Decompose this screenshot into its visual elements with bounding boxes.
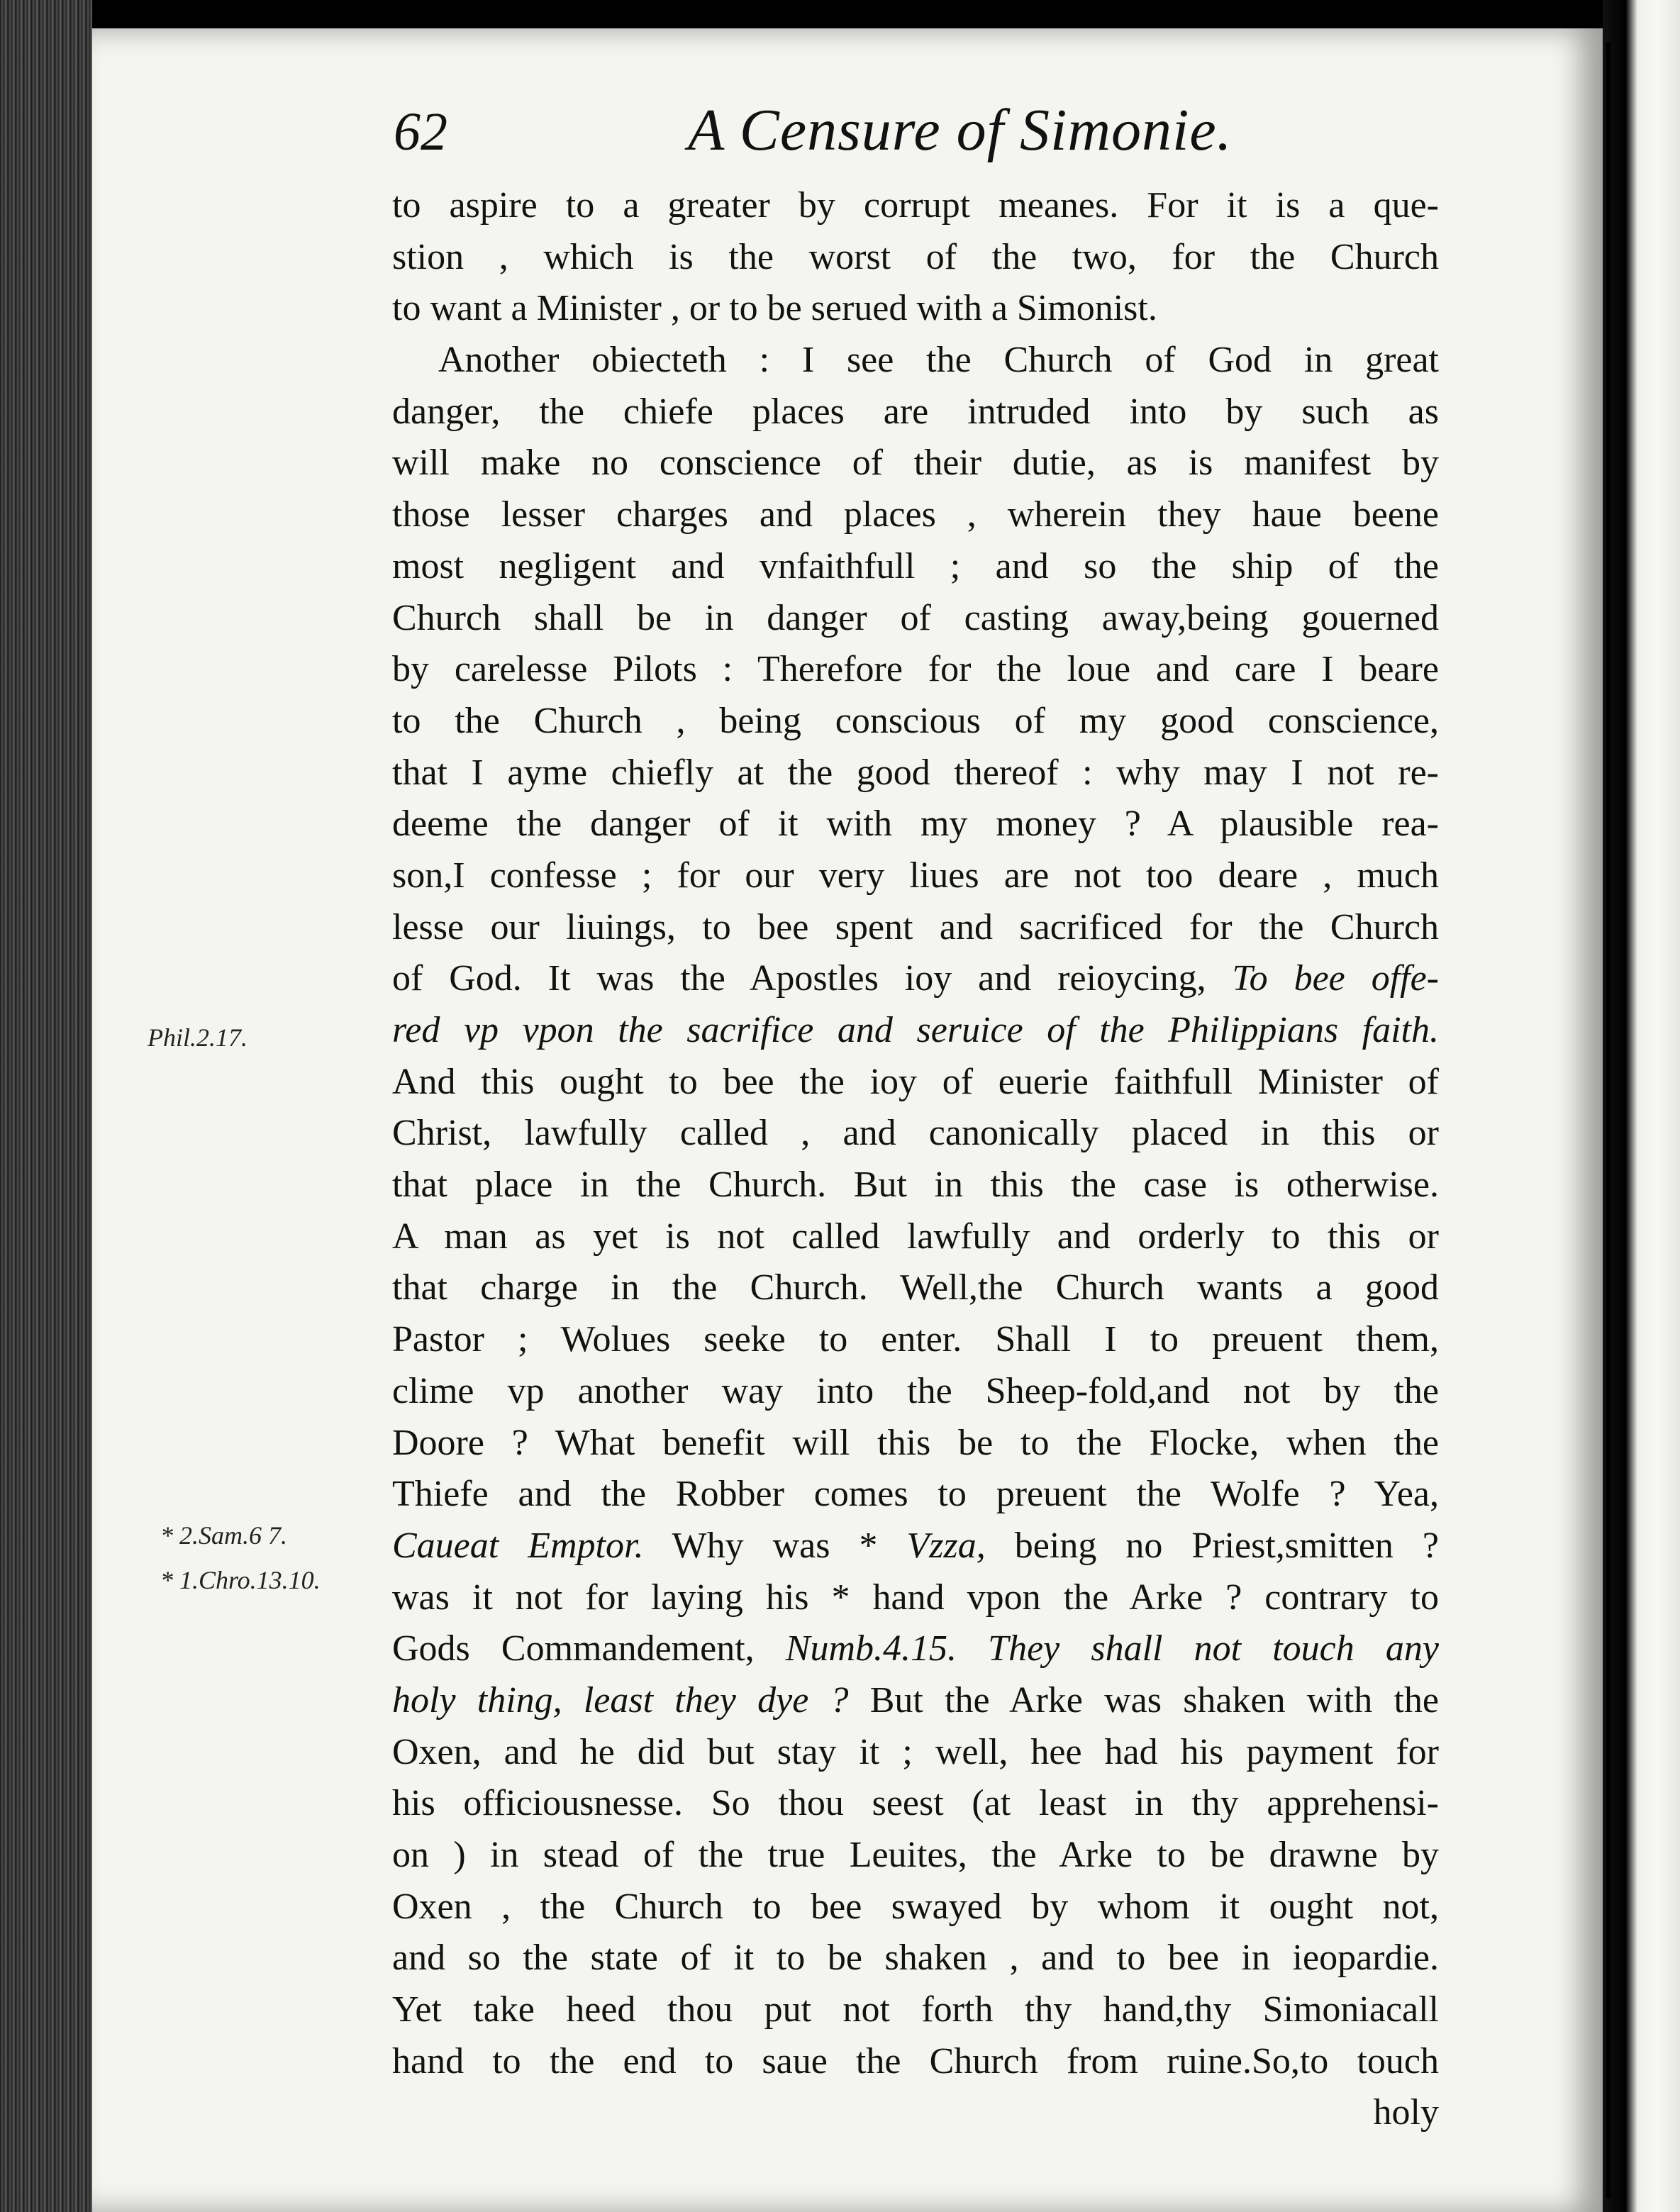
text-line — [392, 1469, 1439, 1521]
line-text: on ) in stead of the true Leuites, the Arke to be drawne by — [392, 1835, 1439, 1875]
line-text: most negligent and vnfaithfull ; and so the ship of the — [392, 545, 1439, 587]
margin-note: Phil.2.17. — [148, 1023, 247, 1052]
line-text: deeme the danger of it with my money ? A plausible rea- — [392, 804, 1439, 845]
text-line — [392, 902, 1439, 954]
text-line — [392, 489, 1439, 541]
text-line — [392, 1314, 1439, 1366]
text-line — [392, 799, 1439, 850]
text-line — [392, 1057, 1439, 1108]
line-text: But the Arke was shaken with the — [848, 1679, 1439, 1721]
line-text: Gods Commandement, — [392, 1628, 786, 1669]
line-text: will make no conscience of their dutie, as is manifest by — [392, 443, 1439, 484]
text-line — [392, 1623, 1439, 1675]
book-right-edge — [1603, 0, 1680, 2212]
gutter-shadow — [1606, 43, 1611, 2199]
line-text: Yet take heed thou put not forth thy hand,thy Simoniacall — [392, 1989, 1439, 2030]
text-line — [392, 180, 1439, 232]
line-text: those lesser charges and places , wherein they haue beene — [392, 494, 1439, 535]
line-text: that I ayme chiefly at the good thereof : why may I not re- — [392, 752, 1439, 793]
text-line — [392, 1984, 1439, 2036]
italic-text: To bee offe- — [1232, 958, 1439, 999]
text-line — [392, 1933, 1439, 1984]
italic-text: Numb.4.15. They shall not touch any — [785, 1628, 1439, 1669]
line-text: Why was * — [643, 1525, 907, 1566]
text-line — [392, 1572, 1439, 1624]
italic-text: holy thing, least they dye ? — [392, 1679, 849, 1721]
text-line — [392, 1160, 1439, 1211]
text-line — [392, 283, 1439, 335]
text-line — [392, 953, 1439, 1005]
line-text: stion , which is the worst of the two, for the Church — [392, 236, 1439, 277]
book-left-edge — [0, 0, 92, 2212]
line-text: to the Church , being conscious of my good conscience, — [392, 700, 1439, 741]
text-line — [392, 541, 1439, 593]
text-line — [392, 1727, 1439, 1779]
italic-text: Caueat Emptor. — [392, 1525, 644, 1566]
text-line — [392, 644, 1439, 696]
text-line — [392, 1108, 1439, 1160]
line-text: Thiefe and the Robber comes to preuent the Wolfe ? Yea, — [392, 1474, 1439, 1515]
line-text: Oxen , the Church to bee swayed by whom it ought not, — [392, 1886, 1439, 1927]
line-text: his officiousnesse. So thou seest (at least in thy apprehensi- — [392, 1783, 1439, 1824]
line-text: A man as yet is not called lawfully and orderly to this or — [392, 1216, 1439, 1257]
text-line — [392, 438, 1439, 489]
catchword: holy — [1373, 2092, 1439, 2133]
text-line — [392, 1211, 1439, 1263]
running-title: A Censure of Simonie. — [688, 97, 1233, 163]
text-line — [392, 232, 1439, 284]
text-line — [392, 593, 1439, 645]
line-text: to aspire to a greater by corrupt meanes. For it is a que- — [392, 185, 1439, 226]
italic-text: Vzza, — [906, 1525, 986, 1566]
text-line — [392, 1830, 1439, 1882]
line-text: Church shall be in danger of casting away,being gouerned — [392, 597, 1439, 638]
line-text: clime vp another way into the Sheep-fold,and not by the — [392, 1370, 1439, 1411]
text-line — [392, 747, 1439, 799]
text-line — [392, 2036, 1439, 2088]
text-line — [392, 1262, 1439, 1314]
text-line — [392, 696, 1439, 747]
page-number: 62 — [394, 102, 447, 162]
line-text: by carelesse Pilots : Therefore for the loue and care I beare — [392, 649, 1439, 690]
line-text: to want a Minister , or to be serued with a Simonist. — [392, 288, 1157, 329]
text-line — [392, 1882, 1439, 1933]
body-text — [392, 180, 1439, 2139]
text-line — [392, 1005, 1439, 1057]
line-text: of God. It was the Apostles ioy and reioycing, — [392, 958, 1233, 999]
line-text: Doore ? What benefit will this be to the Flocke, when the — [392, 1422, 1439, 1463]
line-text: lesse our liuings, to bee spent and sacrificed for the Church — [392, 906, 1439, 947]
line-text: that charge in the Church. Well,the Church wants a good — [392, 1267, 1439, 1308]
line-text: Pastor ; Wolues seeke to enter. Shall I to preuent them, — [392, 1319, 1439, 1360]
line-text: that place in the Church. But in this the case is otherwise. — [392, 1165, 1439, 1206]
margin-note: * 1.Chro.13.10. — [160, 1566, 321, 1594]
line-text: Another obiecteth : I see the Church of God in great — [438, 340, 1439, 381]
text-line — [392, 1366, 1439, 1418]
text-line — [392, 1778, 1439, 1830]
line-text: Oxen, and he did but stay it ; well, hee had his payment for — [392, 1731, 1439, 1772]
text-line — [392, 1521, 1439, 1572]
text-line — [392, 335, 1439, 387]
line-text: son,I confesse ; for our very liues are not too deare , much — [392, 855, 1439, 896]
line-text: hand to the end to saue the Church from ruine.So,to touch — [392, 2040, 1439, 2082]
line-text: Christ, lawfully called , and canonically placed in this or — [392, 1113, 1439, 1154]
text-line — [392, 387, 1439, 438]
margin-note: * 2.Sam.6 7. — [160, 1521, 287, 1550]
line-text: was it not for laying his * hand vpon the Arke ? contrary to — [392, 1577, 1439, 1618]
italic-text: red vp vpon the sacrifice and seruice of the Philippians faith. — [392, 1010, 1439, 1050]
line-text: and so the state of it to be shaken , and to bee in ieopardie. — [392, 1938, 1439, 1979]
line-text: danger, the chiefe places are intruded into by such as — [392, 391, 1439, 432]
text-line — [392, 1675, 1439, 1727]
text-line — [392, 850, 1439, 902]
line-text: And this ought to bee the ioy of euerie faithfull Minister of — [392, 1061, 1439, 1102]
line-text: being no Priest,smitten ? — [985, 1525, 1439, 1566]
text-line — [392, 1418, 1439, 1469]
